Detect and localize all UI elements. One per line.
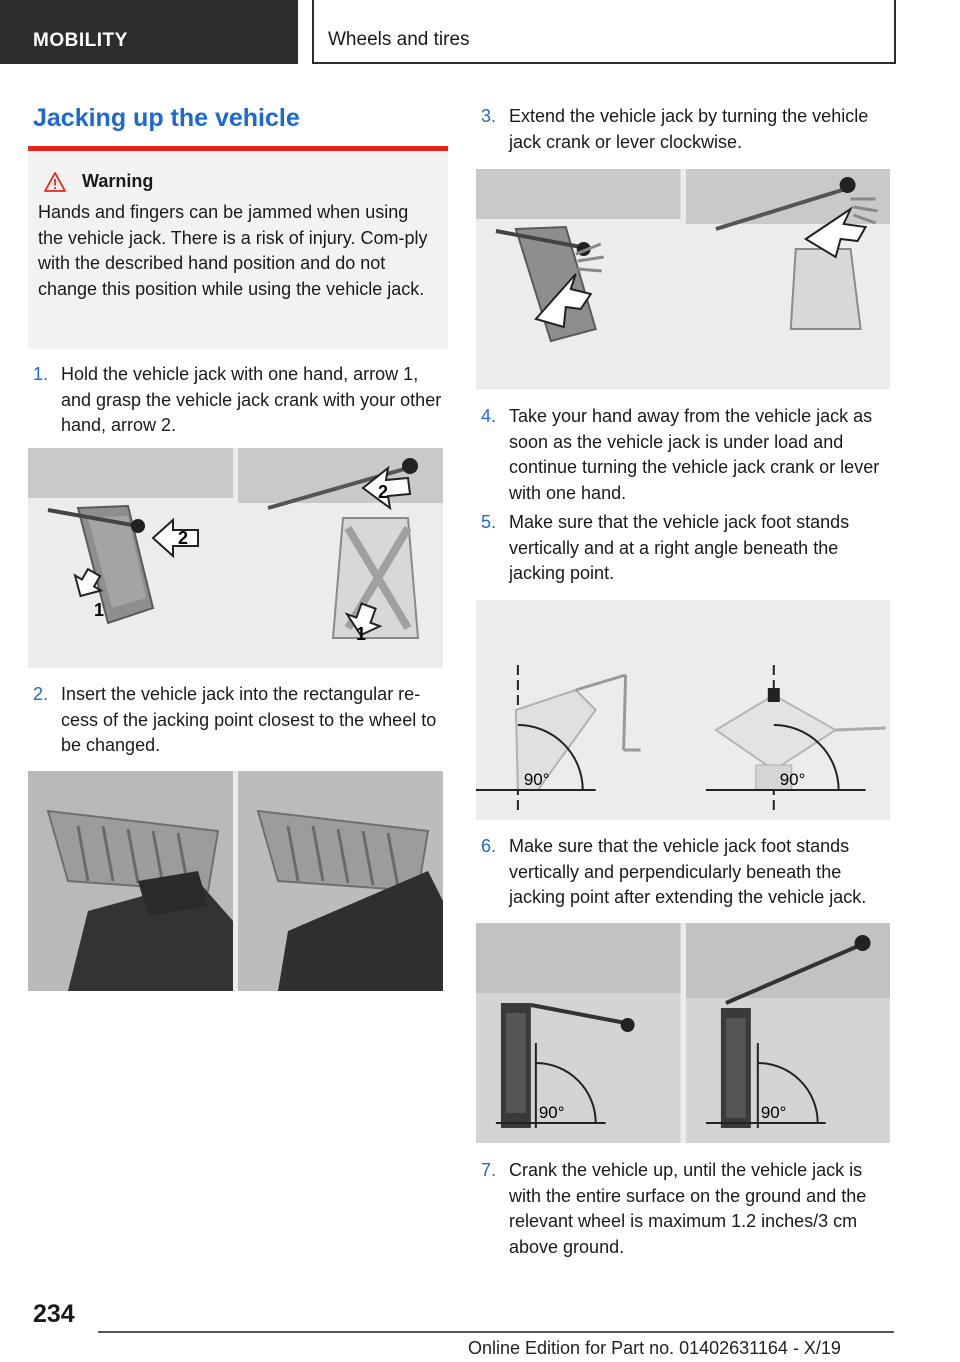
- list-item: [33, 682, 448, 759]
- list-item: [481, 510, 896, 587]
- step-text: Crank the vehicle up, until the vehicle jack is with the entire surface on the ground and the relevant wheel is maximum 1.2 inches/3 cm above ground.: [509, 1160, 867, 1257]
- figure-pane: [238, 448, 443, 668]
- list-item: [481, 1158, 896, 1260]
- angle-label: 90°: [779, 769, 805, 790]
- step-number: 4.: [481, 406, 497, 426]
- step-text: Take your hand away from the vehicle jack as soon as the vehicle jack is under load and continue turning the vehicle jack crank or lever with one hand.: [509, 406, 880, 503]
- warning-label: Warning: [82, 171, 154, 191]
- step-text: Hold the vehicle jack with one hand, arrow 1, and grasp the vehicle jack crank with your other hand, arrow 2.: [61, 364, 442, 435]
- arrow-2-label: 2: [178, 528, 189, 548]
- step-number: 7.: [481, 1160, 497, 1180]
- figure-perpendicular: [476, 923, 890, 1143]
- figure-extend-jack: [476, 169, 890, 389]
- figure-insert-jack: [28, 771, 443, 991]
- arrow-1-label: 1: [356, 624, 367, 644]
- figure-pane: [476, 169, 681, 389]
- step-number: 1.: [33, 364, 49, 384]
- list-item: [481, 104, 896, 155]
- section-tab: [0, 0, 298, 64]
- figure-hold-jack: [28, 448, 443, 668]
- list-item: [481, 404, 896, 506]
- angle-label: 90°: [760, 1102, 786, 1123]
- warning-box: [28, 151, 448, 349]
- section-label: MOBILITY: [33, 30, 128, 51]
- step-number: 5.: [481, 512, 497, 532]
- figure-pane: [686, 600, 891, 820]
- figure-pane: [686, 169, 891, 389]
- figure-pane: [476, 923, 681, 1143]
- step-text: Extend the vehicle jack by turning the vehicle jack crank or lever clockwise.: [509, 106, 869, 152]
- page-number: 234: [33, 1300, 75, 1328]
- warning-heading: [38, 171, 438, 192]
- warning-text: Hands and fingers can be jammed when using the vehicle jack. There is a risk of injury. Com‐ply with the described hand position and do not change this position while using the vehicle jack.: [38, 202, 428, 299]
- angle-label: 90°: [538, 1102, 565, 1123]
- step-number: 3.: [481, 106, 497, 126]
- angle-label: 90°: [523, 769, 550, 790]
- list-item: [481, 834, 896, 911]
- step-number: 2.: [33, 684, 49, 704]
- figure-pane: [686, 923, 891, 1143]
- step-text: Insert the vehicle jack into the rectangular re‐cess of the jacking point closest to the wheel to be changed.: [61, 684, 437, 755]
- arrow-1-label: 1: [94, 600, 105, 620]
- figure-pane: [28, 771, 233, 991]
- list-item: [33, 362, 448, 439]
- warning-triangle-icon: [44, 172, 66, 192]
- figure-pane: [28, 448, 233, 668]
- figure-right-angle: [476, 600, 890, 820]
- figure-pane: [238, 771, 443, 991]
- footer-text: Online Edition for Part no. 01402631164 - X/19: [468, 1338, 841, 1358]
- step-text: Make sure that the vehicle jack foot stands vertically and perpendicularly beneath the jacking point after extending the vehicle jack.: [509, 836, 867, 907]
- chapter-label: Wheels and tires: [328, 29, 470, 50]
- step-number: 6.: [481, 836, 497, 856]
- step-text: Make sure that the vehicle jack foot stands vertically and at a right angle beneath the jacking point.: [509, 512, 850, 583]
- footer-rule: [98, 1331, 894, 1333]
- arrow-2-label: 2: [378, 482, 389, 502]
- chapter-tab: [312, 0, 896, 64]
- page-title: Jacking up the vehicle: [33, 104, 300, 132]
- figure-pane: [476, 600, 681, 820]
